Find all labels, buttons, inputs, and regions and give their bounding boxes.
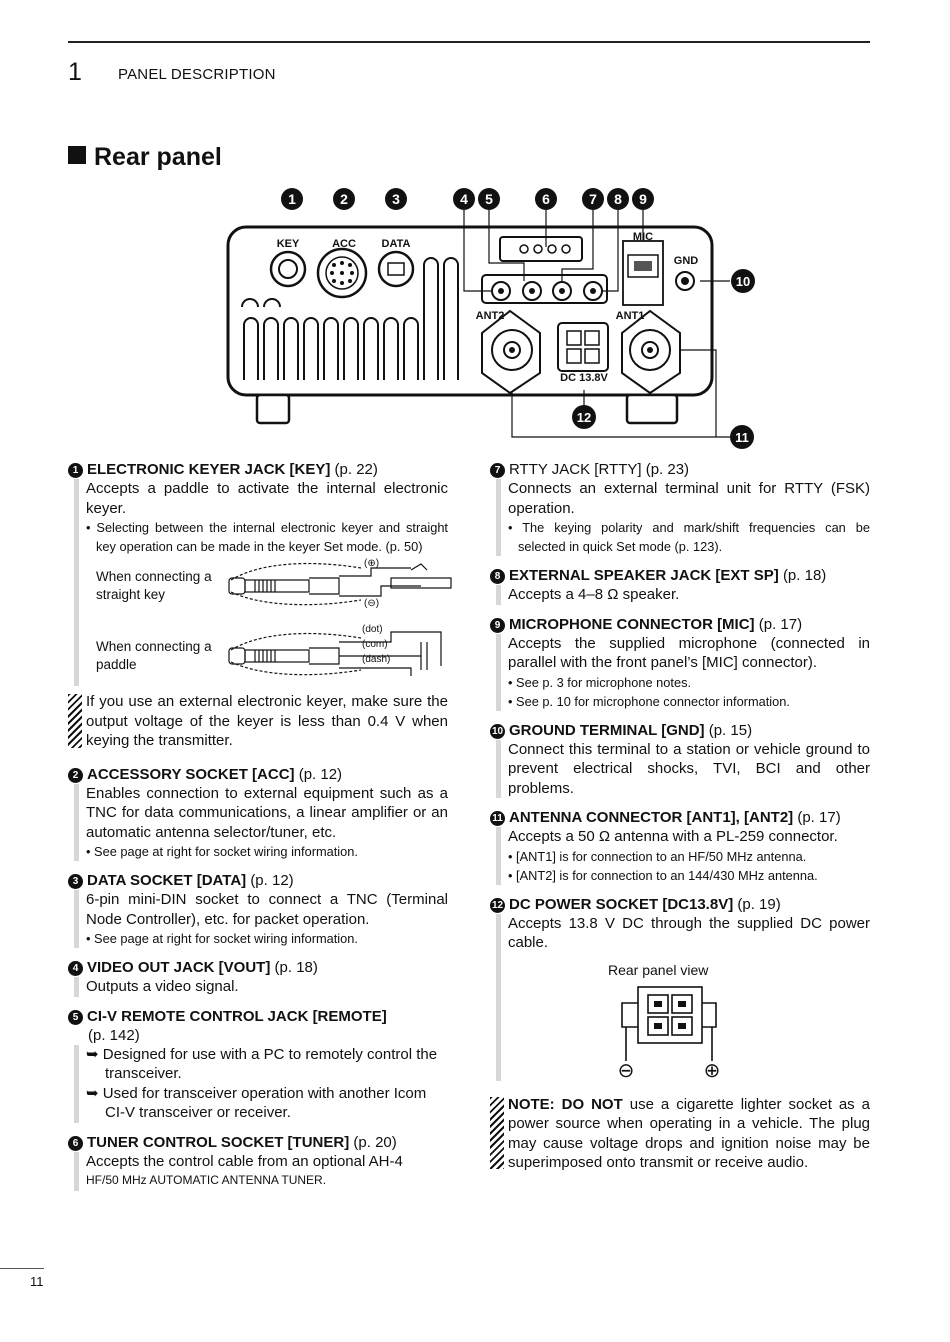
label-dash: (dash): [362, 654, 391, 665]
item-title: ANTENNA CONNECTOR [ANT1], [ANT2]: [509, 809, 794, 826]
item-number: 4: [68, 961, 83, 976]
item-title: ACCESSORY SOCKET [ACC]: [87, 765, 295, 783]
page-number-rule: [0, 1268, 44, 1269]
plug-wiring-svg: [221, 556, 461, 686]
svg-text:7: 7: [589, 191, 597, 207]
item-acc-socket: [68, 765, 448, 862]
svg-text:6: 6: [542, 191, 550, 207]
item-gnd-terminal: [490, 721, 870, 799]
page-ref: (p. 12): [250, 872, 294, 889]
bullet-item: • [ANT2] is for connection to an 144/430 MHz antenna.: [508, 867, 818, 883]
item-number: 2: [68, 768, 83, 783]
item-title: GROUND TERMINAL [GND]: [509, 721, 705, 739]
svg-text:4: 4: [460, 191, 468, 207]
item-title: DC POWER SOCKET [DC13.8V]: [509, 895, 734, 913]
callout-3: [385, 188, 407, 210]
callout-5: [478, 188, 500, 210]
caution-hatch-icon: [68, 694, 82, 748]
callout-7: [582, 188, 604, 210]
arrow-item: ➥ Used for transceiver operation with another Icom CI-V transceiver or receiver.: [86, 1084, 427, 1121]
svg-text:1: 1: [288, 191, 296, 207]
right-foot: [627, 395, 677, 423]
minus-symbol: ⊖: [617, 1059, 635, 1079]
item-rtty-jack: [490, 460, 870, 556]
left-column: [68, 460, 448, 1201]
item-description: Accepts a paddle to activate the internal electronic keyer.: [86, 480, 448, 517]
callout-12: [572, 405, 596, 429]
callout-8: [607, 188, 629, 210]
item-description: Connect this terminal to a station or vehicle ground to prevent electrical shocks, TVI, BCI and other problems.: [508, 740, 870, 797]
svg-text:3: 3: [392, 191, 400, 207]
mic-connector: [623, 241, 663, 305]
section-title: [68, 143, 222, 172]
bullet-item: • The keying polarity and mark/shift frequencies can be selected in quick Set mode (p. 123).: [508, 520, 870, 554]
item-mic-connector: [490, 615, 870, 711]
item-number: 8: [490, 569, 505, 584]
item-number: 7: [490, 463, 505, 478]
page-ref: (p. 18): [274, 959, 318, 976]
item-antenna-connector: [490, 808, 870, 885]
item-number: 11: [490, 811, 505, 826]
svg-text:2: 2: [340, 191, 348, 207]
left-foot: [257, 395, 289, 423]
square-bullet-icon: [68, 146, 86, 164]
figure-label-paddle: When connecting a paddle: [96, 639, 212, 672]
label-key: KEY: [276, 238, 300, 250]
page-ref: (p. 20): [353, 1133, 397, 1151]
bullet-item: • [ANT1] is for connection to an HF/50 MHz antenna.: [508, 848, 807, 864]
key-connection-figure: [86, 556, 448, 686]
label-com: (com): [362, 639, 388, 650]
item-remote-jack: [68, 1007, 448, 1123]
plus-symbol: ⊕: [703, 1059, 721, 1079]
item-description: Accepts a 50 Ω antenna with a PL-259 connector.: [508, 828, 838, 845]
item-description: Accepts a 4–8 Ω speaker.: [508, 586, 680, 603]
dc-socket: [558, 323, 608, 371]
page-ref: (p. 142): [88, 1026, 140, 1044]
item-description-cont: HF/50 MHz AUTOMATIC ANTENNA TUNER.: [86, 1173, 327, 1187]
item-number: 1: [68, 463, 83, 478]
callout-1: [281, 188, 303, 210]
chapter-title: PANEL DESCRIPTION: [118, 66, 276, 83]
label-acc: ACC: [332, 238, 356, 250]
svg-text:12: 12: [576, 410, 592, 425]
page-ref: (p. 12): [298, 765, 343, 783]
svg-text:11: 11: [735, 430, 749, 445]
callout-4: [453, 188, 475, 210]
dc-socket-figure: [508, 953, 870, 1081]
item-title: DATA SOCKET [DATA]: [87, 872, 247, 889]
callout-11: [730, 425, 754, 449]
svg-text:5: 5: [485, 191, 493, 207]
bullet-item: • See page at right for socket wiring information.: [86, 931, 358, 946]
item-number: 9: [490, 618, 505, 633]
item-key-jack: [68, 460, 448, 751]
item-title: ELECTRONIC KEYER JACK [KEY]: [87, 461, 331, 478]
figure-label-straight: When connecting a straight key: [96, 569, 212, 602]
callout-6: [535, 188, 557, 210]
bullet-item: • Selecting between the internal electronic keyer and straight key operation can be made in the keyer Set mode. (p. 50): [86, 520, 448, 554]
item-description: Connects an external terminal unit for RTTY (FSK) operation.: [508, 480, 870, 517]
item-tuner-socket: [68, 1133, 448, 1191]
item-number: 3: [68, 874, 83, 889]
bullet-item: • See p. 3 for microphone notes.: [508, 674, 692, 690]
caution-hatch-icon: [490, 1097, 504, 1169]
item-description: Accepts 13.8 V DC through the supplied DC power cable.: [508, 914, 870, 951]
item-description: Accepts the control cable from an optional AH-4: [86, 1152, 403, 1170]
bullet-item: • See p. 10 for microphone connector information.: [508, 693, 790, 709]
label-mic: MIC: [632, 231, 654, 243]
keyer-voltage-note: If you use an external electronic keyer, make sure the output voltage of the keyer is less than 0.4 V when keying the transmitter.: [68, 692, 448, 751]
label-dot: (dot): [362, 624, 383, 635]
callout-10: [731, 269, 755, 293]
svg-text:8: 8: [614, 191, 622, 207]
item-description: 6-pin mini-DIN socket to connect a TNC (Terminal Node Controller), etc. for packet operation.: [86, 891, 448, 928]
label-negative: (⊖): [364, 598, 380, 609]
svg-text:9: 9: [639, 191, 647, 207]
page-ref: (p. 22): [334, 461, 378, 478]
callout-9: [632, 188, 654, 210]
section-title-text: Rear panel: [94, 143, 222, 171]
header-rule: [68, 41, 870, 43]
bullet-item: • See page at right for socket wiring information.: [86, 844, 358, 859]
arrow-item: ➥ Designed for use with a PC to remotely control the transceiver.: [86, 1045, 438, 1082]
item-title: TUNER CONTROL SOCKET [TUNER]: [87, 1133, 350, 1151]
item-number: 12: [491, 899, 504, 911]
item-ext-sp: [490, 566, 870, 605]
label-positive: (⊕): [364, 558, 380, 569]
label-ant1: ANT1: [615, 310, 645, 322]
page-number: 11: [30, 1274, 44, 1289]
item-dc-power: [490, 895, 870, 1173]
item-title: VIDEO OUT JACK [VOUT]: [87, 959, 271, 976]
rear-panel-diagram: [220, 185, 765, 450]
page-ref: (p. 15): [708, 721, 753, 739]
callout-2: [333, 188, 355, 210]
key-jack: [271, 252, 305, 286]
item-data-socket: [68, 871, 448, 948]
item-number: 10: [491, 725, 504, 737]
label-ant2: ANT2: [475, 310, 505, 322]
page-ref: (p. 17): [758, 615, 803, 633]
item-description: Outputs a video signal.: [86, 978, 239, 995]
item-video-out: [68, 958, 448, 997]
item-title: CI-V REMOTE CONTROL JACK [REMOTE]: [87, 1007, 387, 1025]
item-title: EXTERNAL SPEAKER JACK [EXT SP]: [509, 567, 779, 584]
dc-socket-pinout-svg: [608, 983, 728, 1079]
label-dc: DC 13.8V: [560, 372, 608, 384]
item-number: 6: [68, 1136, 83, 1151]
item-title: RTTY JACK [RTTY]: [509, 461, 642, 478]
page-ref: (p. 23): [645, 461, 690, 478]
item-description: Accepts the supplied microphone (connected in parallel with the front panel’s [MIC] connector).: [508, 634, 870, 671]
data-socket: [379, 252, 413, 286]
page-ref: (p. 17): [797, 809, 841, 826]
item-number: 5: [68, 1010, 83, 1025]
label-data: DATA: [381, 238, 411, 250]
label-gnd: GND: [673, 255, 699, 267]
dc-power-note: NOTE: DO NOT use a cigarette lighter socket as a power source when operating in a vehicle. The plug may cause voltage drops and ignition noise may be superimposed onto transmit or receive audio.: [490, 1095, 870, 1173]
item-title: MICROPHONE CONNECTOR [MIC]: [509, 615, 755, 633]
chapter-number: 1: [68, 58, 82, 86]
figure-caption: Rear panel view: [608, 961, 709, 978]
page-ref: (p. 18): [782, 567, 827, 584]
item-description: Enables connection to external equipment such as a TNC for data communications, a linear amplifier or an automatic antenna selector/tuner, etc.: [86, 784, 448, 841]
page-ref: (p. 19): [737, 895, 781, 913]
right-column: [490, 460, 870, 1183]
svg-text:10: 10: [735, 274, 751, 289]
